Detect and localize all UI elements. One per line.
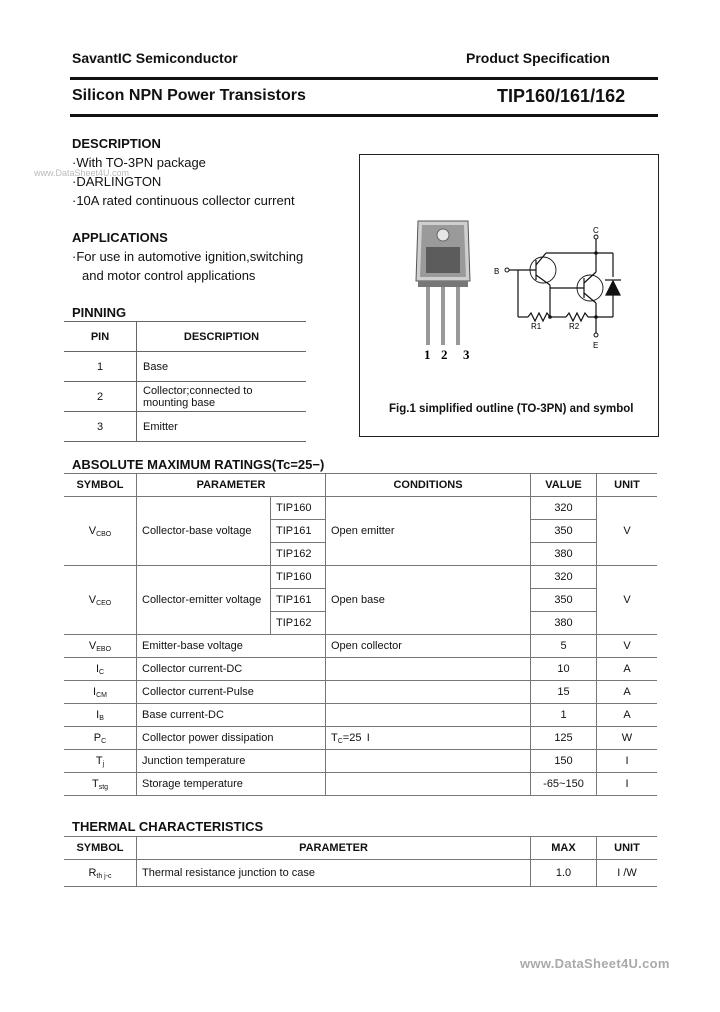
- parameter-cell: Emitter-base voltage: [137, 635, 326, 658]
- pin-label: 1: [424, 347, 431, 362]
- symbol-subscript: CBO: [96, 530, 112, 538]
- emitter-label: E: [593, 341, 599, 350]
- value-cell: -65~150: [531, 773, 597, 796]
- thermal-table: [64, 836, 657, 887]
- symbol-cell: [64, 704, 137, 727]
- symbol-text: T: [91, 777, 99, 790]
- table-row: [64, 382, 306, 412]
- symbol-column-header: SYMBOL: [64, 474, 137, 497]
- table-row: [64, 750, 657, 773]
- description-item: ·10A rated continuous collector current: [72, 193, 295, 208]
- pin-description: Emitter: [137, 412, 307, 442]
- parameter-column-header: PARAMETER: [137, 837, 531, 860]
- symbol-column-header: SYMBOL: [64, 837, 137, 860]
- table-row: [64, 658, 657, 681]
- parameter-column-header: PARAMETER: [137, 474, 326, 497]
- parameter-cell: Collector-emitter voltage: [137, 566, 271, 635]
- unit-cell: V: [597, 566, 658, 635]
- parameter-cell: Collector power dissipation: [137, 727, 326, 750]
- base-terminal-icon: [505, 268, 509, 272]
- value-cell: 380: [531, 612, 597, 635]
- symbol-cell: [64, 635, 137, 658]
- applications-line: and motor control applications: [82, 268, 256, 283]
- pin-label: 2: [441, 347, 448, 362]
- unit-cell: A: [597, 681, 658, 704]
- pin-number: 2: [64, 382, 137, 412]
- table-row: [64, 352, 306, 382]
- symbol-subscript: j: [102, 760, 105, 768]
- value-cell: 320: [531, 566, 597, 589]
- table-row: [64, 412, 306, 442]
- conditions-cell: [326, 704, 531, 727]
- max-column-header: MAX: [531, 837, 597, 860]
- value-cell: 350: [531, 520, 597, 543]
- table-row: [64, 635, 657, 658]
- unit-cell: I /W: [597, 860, 658, 887]
- value-cell: 150: [531, 750, 597, 773]
- symbol-cell: [64, 681, 137, 704]
- applications-heading: APPLICATIONS: [72, 230, 168, 245]
- unit-column-header: UNIT: [597, 837, 658, 860]
- symbol-text: I: [96, 708, 100, 721]
- symbol-text: T: [95, 754, 103, 767]
- description-watermark: www.DataSheet4U.com: [34, 168, 130, 178]
- condition-text: T: [331, 731, 338, 744]
- unit-cell: I: [597, 773, 658, 796]
- symbol-cell: [64, 497, 137, 566]
- ratings-table: [64, 473, 657, 796]
- ratings-heading-suffix: −): [312, 457, 325, 472]
- conditions-cell: [326, 681, 531, 704]
- darlington-symbol-icon: [508, 237, 621, 333]
- company-name: SavantIC Semiconductor: [72, 50, 238, 66]
- table-row: [64, 860, 657, 887]
- table-row: [64, 681, 657, 704]
- table-header-row: [64, 322, 306, 352]
- description-item: ·DARLINGTON: [72, 174, 162, 189]
- header-rule-bottom: [70, 114, 658, 117]
- symbol-text: R: [88, 866, 97, 879]
- pin-number: 1: [64, 352, 137, 382]
- parameter-cell: Collector-base voltage: [137, 497, 271, 566]
- document-title: Silicon NPN Power Transistors: [72, 87, 306, 104]
- pin-description-line: Collector;connected to: [143, 384, 253, 397]
- unit-column-header: UNIT: [597, 474, 658, 497]
- conditions-cell: Open emitter: [326, 497, 531, 566]
- symbol-subscript: EBO: [96, 645, 112, 653]
- symbol-cell: [64, 773, 137, 796]
- conditions-column-header: CONDITIONS: [326, 474, 531, 497]
- parameter-cell: Storage temperature: [137, 773, 326, 796]
- pin-number: 3: [64, 412, 137, 442]
- pin-description: Base: [137, 352, 307, 382]
- parameter-cell: Thermal resistance junction to case: [137, 860, 531, 887]
- part-cell: TIP162: [271, 543, 326, 566]
- part-cell: TIP161: [271, 520, 326, 543]
- pin-description-line: mounting base: [143, 396, 216, 409]
- symbol-text: V: [88, 524, 97, 537]
- pin-description: [137, 382, 307, 412]
- value-cell: 350: [531, 589, 597, 612]
- package-outline-icon: [416, 221, 470, 345]
- symbol-text: V: [88, 639, 97, 652]
- part-cell: TIP161: [271, 589, 326, 612]
- value-cell: 320: [531, 497, 597, 520]
- symbol-subscript: th j-c: [96, 872, 112, 880]
- ratings-heading: [72, 457, 324, 472]
- unit-cell: A: [597, 704, 658, 727]
- description-heading: DESCRIPTION: [72, 136, 161, 151]
- value-cell: 10: [531, 658, 597, 681]
- table-row: [64, 727, 657, 750]
- part-cell: TIP162: [271, 612, 326, 635]
- symbol-text: V: [88, 593, 97, 606]
- value-cell: 5: [531, 635, 597, 658]
- thermal-heading: THERMAL CHARACTERISTICS: [72, 819, 264, 834]
- value-cell: 380: [531, 543, 597, 566]
- condition-text: =25 I: [342, 731, 370, 744]
- spec-label: Product Specification: [466, 50, 610, 66]
- symbol-text: P: [93, 731, 102, 744]
- symbol-cell: [64, 727, 137, 750]
- collector-label: C: [593, 226, 599, 235]
- symbol-subscript: CEO: [96, 599, 112, 607]
- max-cell: 1.0: [531, 860, 597, 887]
- footer-watermark: www.DataSheet4U.com: [520, 956, 670, 971]
- figure-drawing: [360, 155, 658, 436]
- pin-label: 3: [463, 347, 470, 362]
- parameter-cell: Collector current-DC: [137, 658, 326, 681]
- value-column-header: VALUE: [531, 474, 597, 497]
- pinning-table: [64, 321, 306, 442]
- junction-dot-icon: [548, 315, 552, 319]
- ratings-heading-text: ABSOLUTE MAXIMUM RATINGS(Tc=25: [72, 457, 313, 472]
- part-number: TIP160/161/162: [497, 86, 626, 106]
- conditions-cell: Open collector: [326, 635, 531, 658]
- collector-terminal-icon: [594, 235, 598, 239]
- description-item: ·With TO-3PN package: [72, 155, 206, 170]
- conditions-cell: [326, 658, 531, 681]
- value-cell: 125: [531, 727, 597, 750]
- unit-cell: V: [597, 497, 658, 566]
- table-row: [64, 704, 657, 727]
- symbol-cell: [64, 860, 137, 887]
- junction-dot-icon: [594, 251, 598, 255]
- conditions-cell: [326, 773, 531, 796]
- emitter-terminal-icon: [594, 333, 598, 337]
- table-header-row: [64, 837, 657, 860]
- applications-line: ·For use in automotive ignition,switching: [72, 249, 304, 264]
- symbol-subscript: B: [99, 714, 104, 722]
- symbol-text: I: [93, 685, 97, 698]
- pin-column-header: PIN: [64, 322, 137, 352]
- conditions-cell: [326, 750, 531, 773]
- unit-cell: V: [597, 635, 658, 658]
- parameter-cell: Collector current-Pulse: [137, 681, 326, 704]
- conditions-cell: Open base: [326, 566, 531, 635]
- value-cell: 1: [531, 704, 597, 727]
- figure-box: [359, 154, 659, 437]
- condition-subscript: C: [337, 737, 343, 745]
- symbol-cell: [64, 566, 137, 635]
- symbol-cell: [64, 658, 137, 681]
- table-row: [64, 566, 657, 589]
- r1-label: R1: [531, 322, 542, 331]
- symbol-cell: [64, 750, 137, 773]
- symbol-subscript: C: [101, 737, 107, 745]
- table-header-row: [64, 474, 657, 497]
- header-rule-top: [70, 77, 658, 80]
- pinning-heading: PINNING: [72, 305, 127, 320]
- table-row: [64, 497, 657, 520]
- base-label: B: [494, 267, 500, 276]
- symbol-subscript: CM: [96, 691, 107, 699]
- unit-cell: A: [597, 658, 658, 681]
- part-cell: TIP160: [271, 566, 326, 589]
- junction-dot-icon: [594, 315, 598, 319]
- figure-caption: Fig.1 simplified outline (TO-3PN) and symbol: [389, 403, 634, 415]
- symbol-subscript: stg: [98, 783, 109, 791]
- r2-label: R2: [569, 322, 580, 331]
- table-row: [64, 773, 657, 796]
- conditions-cell: [326, 727, 531, 750]
- parameter-cell: Base current-DC: [137, 704, 326, 727]
- description-column-header: DESCRIPTION: [137, 322, 307, 352]
- unit-cell: W: [597, 727, 658, 750]
- symbol-subscript: C: [99, 668, 105, 676]
- value-cell: 15: [531, 681, 597, 704]
- unit-cell: I: [597, 750, 658, 773]
- symbol-text: I: [95, 662, 99, 675]
- part-cell: TIP160: [271, 497, 326, 520]
- parameter-cell: Junction temperature: [137, 750, 326, 773]
